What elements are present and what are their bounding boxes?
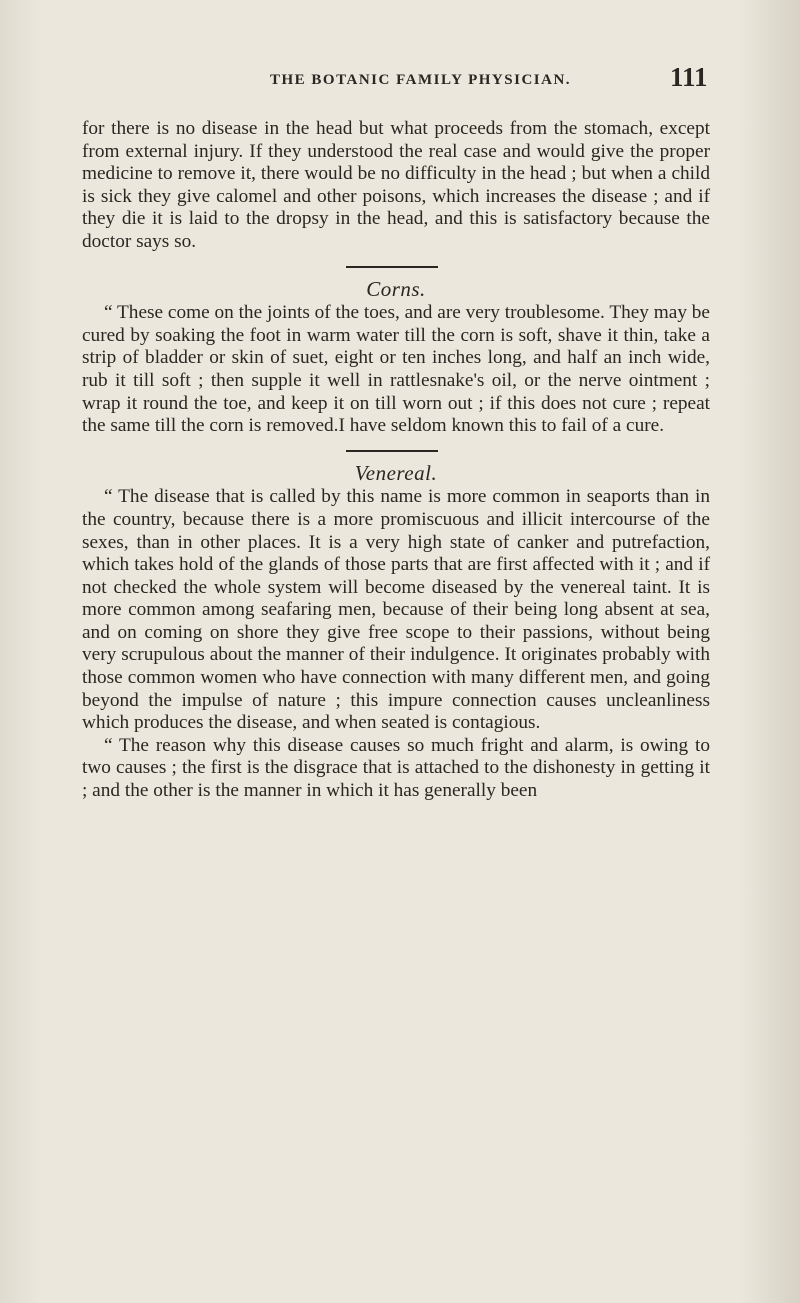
section-rule (346, 450, 438, 452)
page-body (82, 118, 710, 803)
venereal-heading: Venereal. (354, 460, 438, 485)
running-head: THE BOTANIC FAMILY PHYSICIAN. (270, 72, 572, 88)
page-number: 111 (670, 62, 708, 92)
intro-paragraph: for there is no disease in the head but what proceeds from the stomach, except from external injury. If they understood the real case and would give the proper medicine to remove it, there would be no difficulty in the head ; but when a child is sick they give calomel and other poisons, which increases the disease ; and if they die it is laid to the dropsy in the head, and this is satisfactory because the doctor says so. (82, 118, 710, 252)
section-rule (346, 266, 438, 268)
venereal-paragraph: “ The disease that is called by this name is more common in seaports than in the country, because there is a more promiscuous and illicit intercourse of the sexes, than in other places. It is a very high state of canker and putrefaction, which takes hold of the glands of those parts that are first affected with it ; and if not checked the whole system will become diseased by the venereal taint. It is more common among seafaring men, because of their being long absent at sea, and on coming on shore they give free scope to their passions, without being very scrupulous about the manner of their indulgence. It originates probably with those common women who have connection with many different men, and going beyond the impulse of nature ; this impure connection causes uncleanliness which produces the disease, and when seated is contagious. (82, 486, 710, 734)
corns-paragraph: “ These come on the joints of the toes, and are very troublesome. They may be cured by soaking the foot in warm water till the corn is soft, shave it thin, take a strip of bladder or skin of suet, eight or ten inches long, and half an inch wide, rub it till soft ; then supple it well in rattlesnake's oil, or the nerve ointment ; wrap it round the toe, and keep it on till worn out ; if this does not cure ; repeat the same till the corn is removed.I have seldom known this to fail of a cure. (82, 302, 710, 437)
corns-heading: Corns. (366, 276, 426, 301)
reason-paragraph: “ The reason why this disease causes so much fright and alarm, is owing to two causes ; the first is the disgrace that is attached to the dishonesty in getting it ; and the other is the manner in which it has generally been (82, 734, 710, 802)
